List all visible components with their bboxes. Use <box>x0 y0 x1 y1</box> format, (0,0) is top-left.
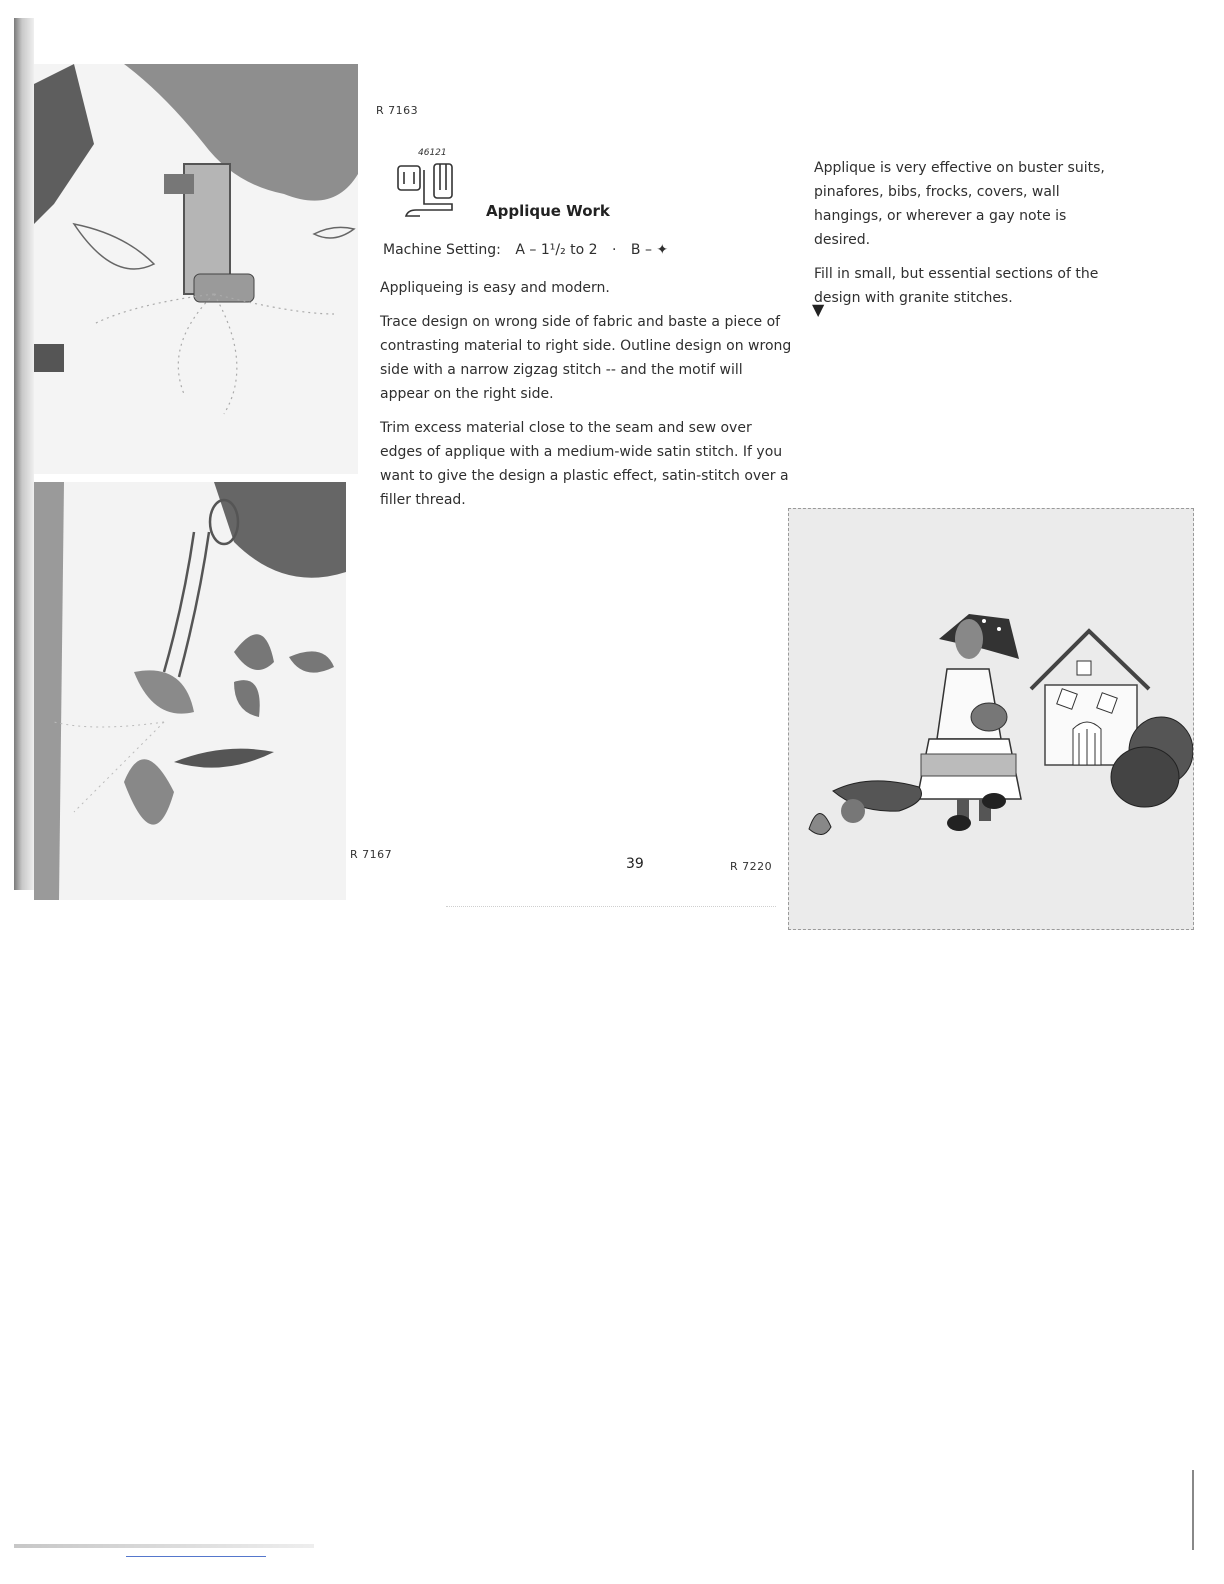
machine-setting-label: Machine Setting: <box>383 242 501 258</box>
divider <box>446 906 776 907</box>
machine-setting <box>383 242 668 258</box>
setting-separator: · <box>612 242 617 258</box>
right-text-column <box>814 156 1118 320</box>
down-arrow-icon: ▼ <box>812 300 825 319</box>
scan-edge-strip <box>14 18 34 890</box>
paragraph-effective: Applique is very effective on buster suits, pinafores, bibs, frocks, covers, wall hangings, or wherever a gay note is desired. <box>814 160 1105 248</box>
top-photo <box>34 64 358 474</box>
page-number: 39 <box>626 856 644 872</box>
applique-girl-house-photo <box>789 509 1193 929</box>
bottom-link-rule <box>126 1556 266 1557</box>
section-heading: Applique Work <box>486 202 610 220</box>
presser-foot-sewing-photo <box>34 64 358 474</box>
paragraph-trim: Trim excess material close to the seam and sew over edges of applique with a medium-wide satin stitch. If you want to give the design a plastic effect, satin-stitch over a filler thread. <box>380 420 789 508</box>
figure-label-r7163: R 7163 <box>376 104 419 117</box>
setting-a-value: A – 1¹/₂ to 2 <box>515 242 598 258</box>
right-photo <box>788 508 1194 930</box>
paragraph-intro: Appliqueing is easy and modern. <box>380 280 610 296</box>
left-text-column <box>380 276 792 522</box>
setting-b-value: B – ✦ <box>630 242 669 258</box>
presser-foot-part-number: 46121 <box>418 148 447 158</box>
figure-label-r7220: R 7220 <box>730 860 773 873</box>
bottom-photo <box>34 482 346 900</box>
figure-label-r7167: R 7167 <box>350 848 393 861</box>
right-edge-rule <box>1192 1470 1194 1550</box>
paragraph-trace: Trace design on wrong side of fabric and baste a piece of contrasting material to right side. Outline design on wrong side with a narrow zigzag stitch -- and the motif will appear on the right side. <box>380 314 792 402</box>
paragraph-granite: Fill in small, but essential sections of the design with granite stitches. <box>814 266 1099 306</box>
bottom-scan-rule <box>14 1544 314 1548</box>
presser-foot-icon <box>394 160 464 228</box>
trimming-applique-photo <box>34 482 346 900</box>
